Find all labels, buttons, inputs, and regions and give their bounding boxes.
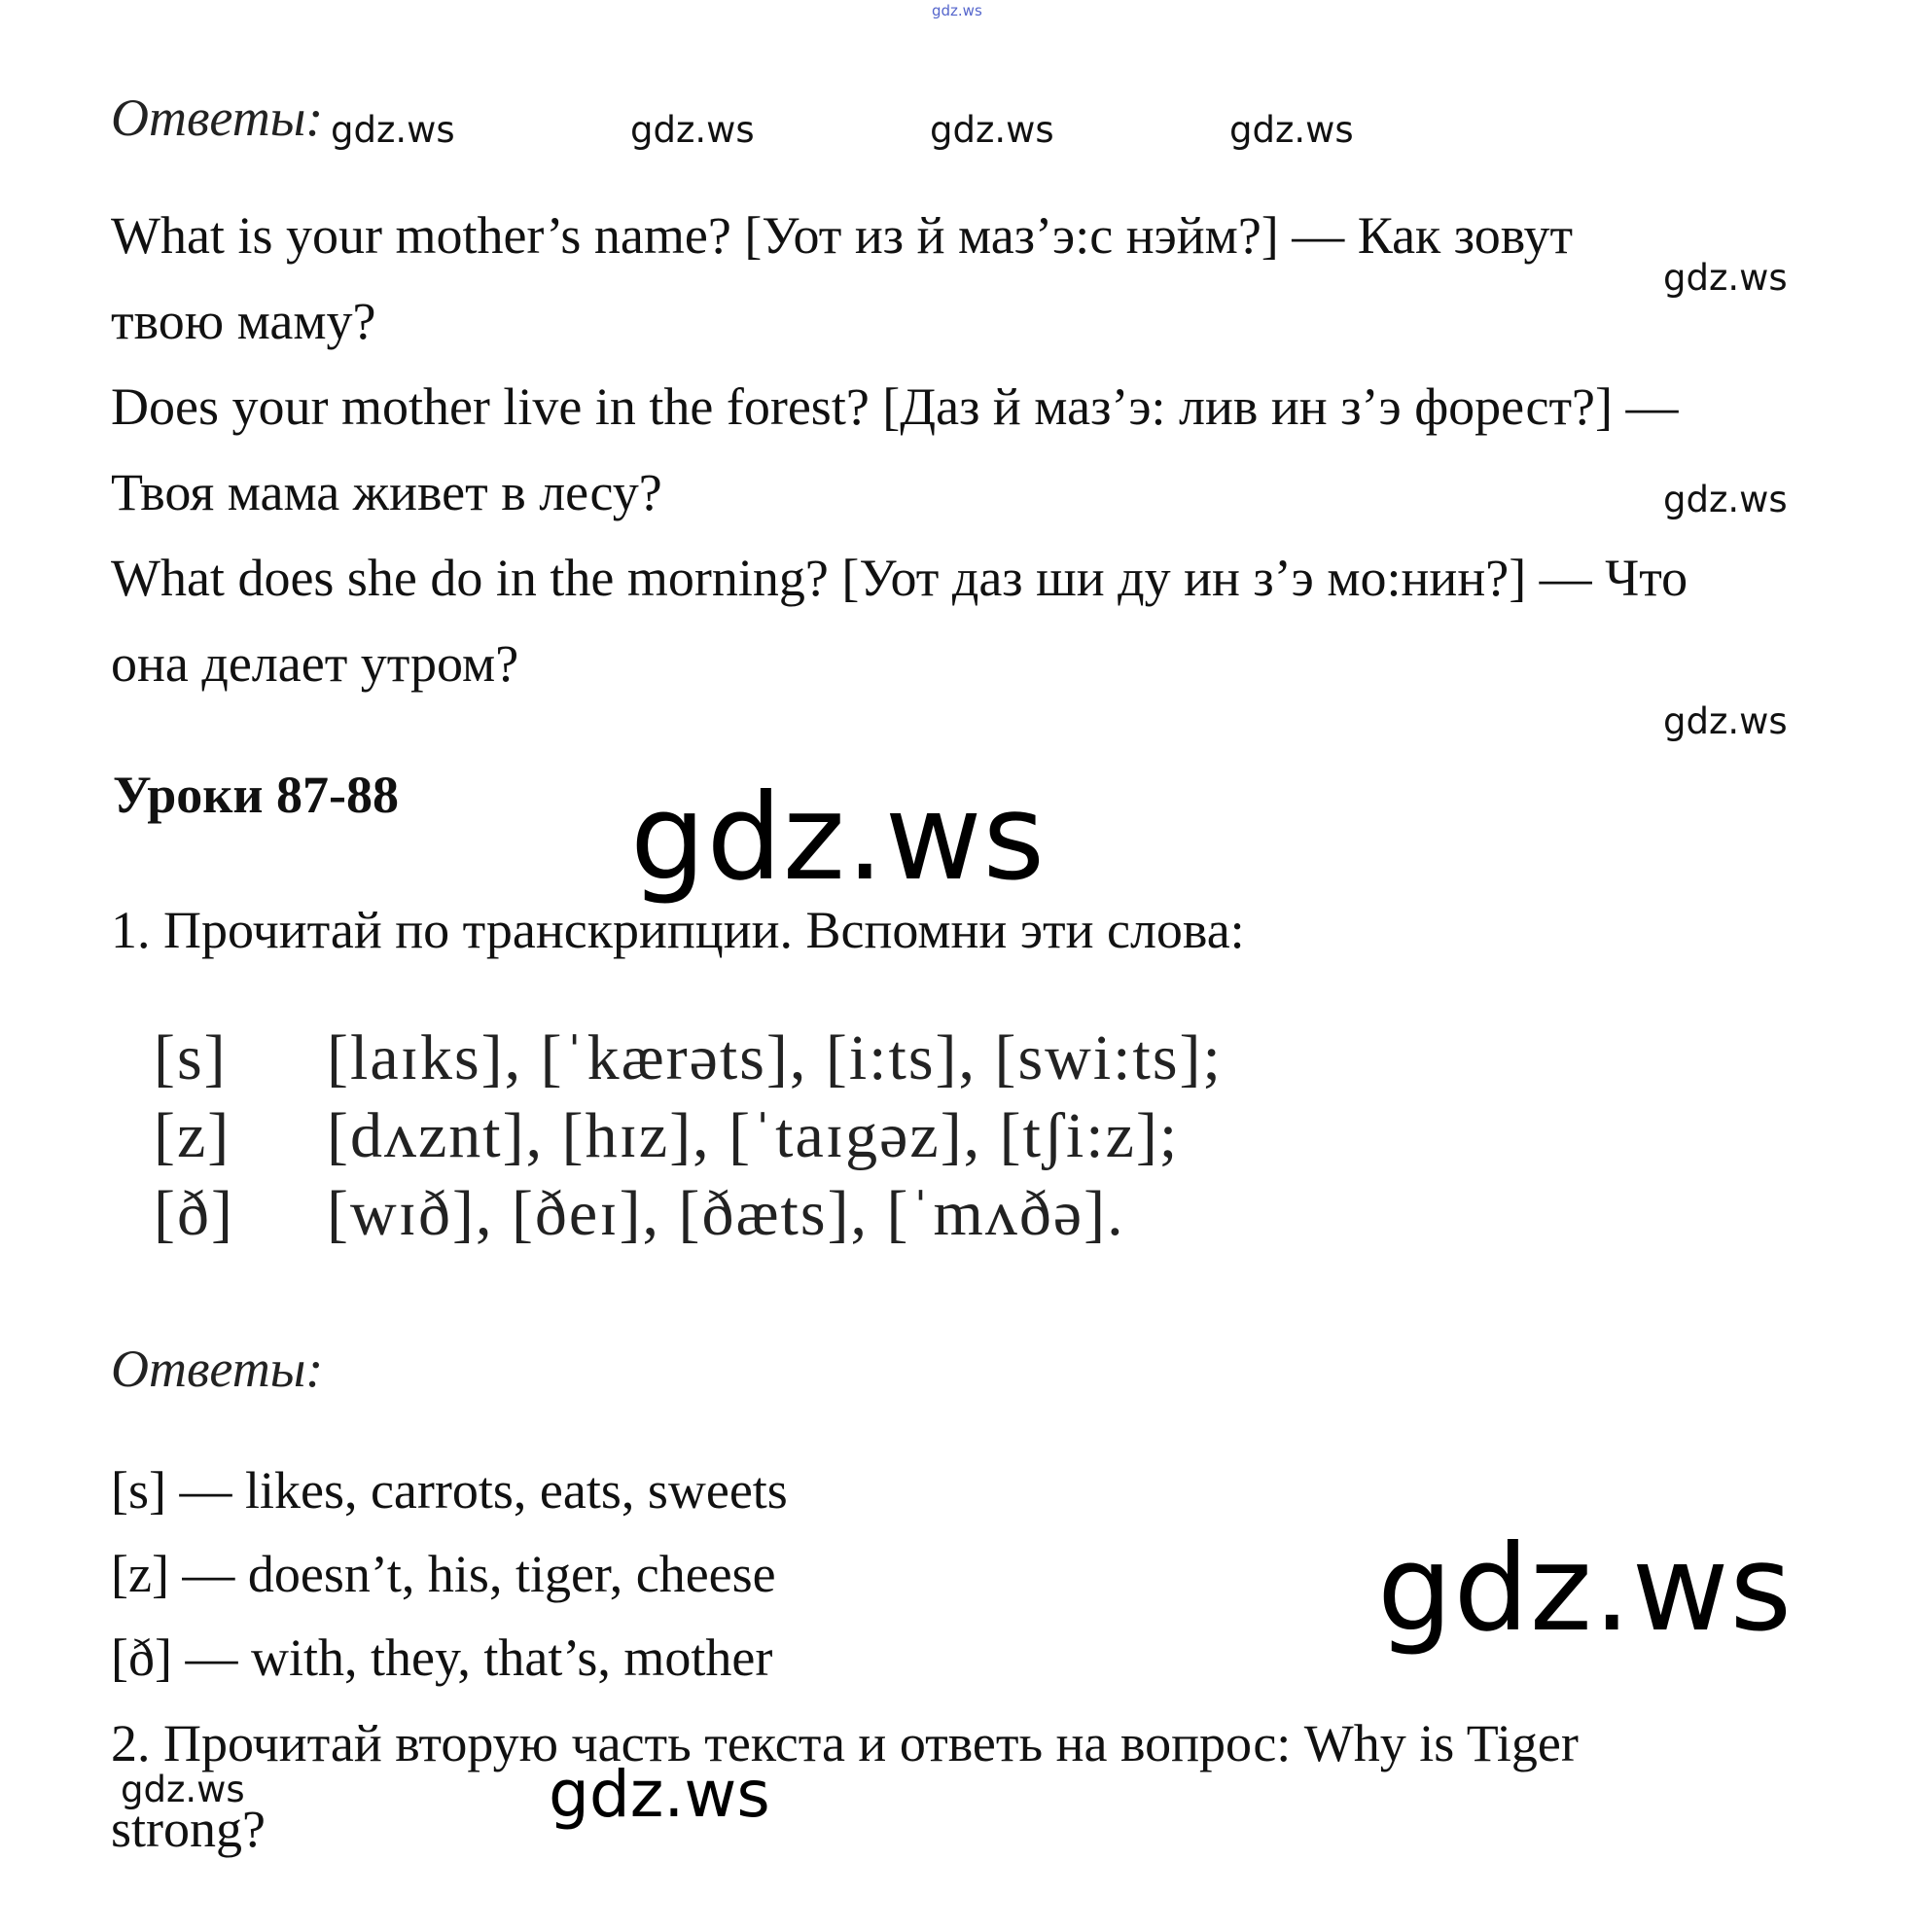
watermark: gdz.ws [1663,479,1788,520]
watermark-tiny: gdz.ws [932,2,982,19]
phonetic-words: [laɪks], [ˈkærəts], [i:ts], [swi:ts]; [327,1022,1223,1093]
prev-answer-line: она делает утром? [111,634,519,693]
prev-answer-line: Твоя мама живет в лесу? [111,463,662,521]
lesson-title: Уроки 87-88 [113,766,399,824]
watermark-medium: gdz.ws [549,1757,770,1832]
phonetic-row [154,1177,1125,1251]
watermark: gdz.ws [930,109,1054,151]
answer-line: [ð] — with, they, that’s, mother [111,1628,773,1687]
watermark: gdz.ws [1663,257,1788,299]
phonetic-words: [dʌznt], [hɪz], [ˈtaɪgəz], [tʃi:z]; [327,1100,1180,1171]
watermark: gdz.ws [1663,700,1788,742]
answers-heading-2: Ответы: [111,1340,324,1398]
phonetic-row [154,1021,1223,1095]
answer-line: [z] — doesn’t, his, tiger, cheese [111,1545,776,1603]
task-2-instruction: 2. Прочитай вторую часть текста и ответь на вопрос: Why is Tiger [111,1714,1579,1772]
phonetic-key: [s] [154,1022,228,1093]
watermark-large: gdz.ws [630,769,1047,907]
watermark: gdz.ws [121,1769,245,1810]
prev-answer-line: What is your mother’s name? [Уот из й маз’э:с нэйм?] — Как зовут [111,206,1574,265]
task-1-instruction: 1. Прочитай по транскрипции. Вспомни эти слова: [111,901,1245,959]
phonetic-key: [z] [154,1100,231,1171]
phonetic-key: [ð] [154,1178,234,1249]
phonetic-row [154,1099,1179,1173]
phonetic-words: [wɪð], [ðeɪ], [ðæts], [ˈmʌðə]. [327,1178,1125,1249]
watermark: gdz.ws [331,109,455,151]
answer-line: [s] — likes, carrots, eats, sweets [111,1461,788,1520]
prev-answer-line: твою маму? [111,292,376,350]
answers-heading: Ответы: [111,89,324,147]
watermark: gdz.ws [1229,109,1354,151]
task-2-instruction-cont: strong? [111,1800,266,1858]
prev-answer-line: Does your mother live in the forest? [Даз й маз’э: лив ин з’э форест?] — [111,377,1679,436]
prev-answer-line: What does she do in the morning? [Уот даз ши ду ин з’э мо:нин?] — Что [111,549,1688,607]
watermark: gdz.ws [630,109,755,151]
watermark-large: gdz.ws [1377,1520,1794,1658]
